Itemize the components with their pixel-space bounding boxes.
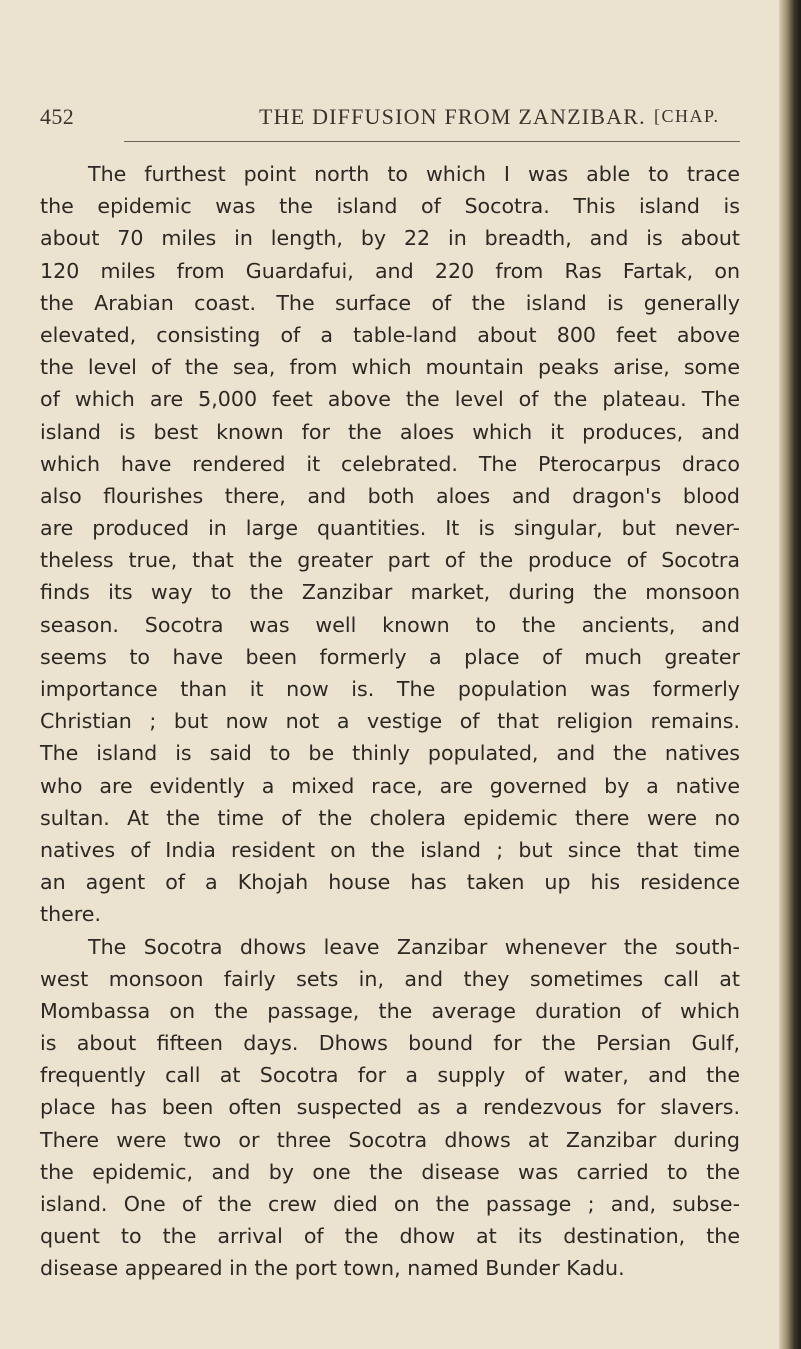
text-line: island is best known for the aloes which it produces, and [40,419,740,444]
text-line: Christian ; but now not a vestige of that religion remains. [40,709,740,734]
text-line: which have rendered it celebrated. The Pterocarpus draco [40,451,740,476]
text-line: there. [40,902,102,927]
body-text [40,158,740,1285]
text-line: importance than it now is. The population was formerly [40,677,740,701]
text-line: seems to have been formerly a place of much greater [40,644,740,669]
page-number: 452 [40,104,75,129]
text-line: island. One of the crew died on the passage ; and, subse- [40,1192,740,1216]
text-line: west monsoon fairly sets in, and they sometimes call at [40,966,740,991]
text-line: quent to the arrival of the dhow at its destination, the [40,1224,740,1249]
text-line: the Arabian coast. The surface of the island is generally [40,290,740,315]
book-page-edge [779,0,801,1349]
chapter-marker: [CHAP. [654,106,720,126]
text-line: elevated, consisting of a table-land about 800 feet above [40,322,740,347]
text-line: frequently call at Socotra for a supply of water, and the [40,1063,740,1088]
header-rule [124,141,740,142]
text-line: also flourishes there, and both aloes and dragon's blood [40,483,740,508]
text-line: The furthest point north to which I was able to trace [88,162,740,186]
text-line: Mombassa on the passage, the average duration of which [40,998,740,1023]
text-line: are produced in large quantities. It is singular, but never- [40,516,740,541]
text-line: season. Socotra was well known to the ancients, and [40,612,740,637]
text-line: There were two or three Socotra dhows at Zanzibar during [40,1127,740,1152]
text-line: place has been often suspected as a rendezvous for slavers. [40,1095,740,1120]
text-line: The island is said to be thinly populated, and the natives [40,741,740,766]
text-line: of which are 5,000 feet above the level of the plateau. The [40,387,740,412]
text-line: sultan. At the time of the cholera epidemic there were no [40,805,740,830]
text-line: The Socotra dhows leave Zanzibar whenever the south- [88,934,740,959]
text-line: the epidemic was the island of Socotra. This island is [40,194,740,219]
text-line: 120 miles from Guardafui, and 220 from Ras Fartak, on [40,258,740,283]
text-line: an agent of a Khojah house has taken up his residence [40,870,740,895]
text-line: disease appeared in the port town, named Bunder Kadu. [40,1256,625,1281]
text-line: finds its way to the Zanzibar market, during the monsoon [40,580,740,605]
text-line: who are evidently a mixed race, are governed by a native [40,773,740,798]
text-line: about 70 miles in length, by 22 in breadth, and is about [40,226,740,251]
page-header [40,104,740,136]
text-line: the epidemic, and by one the disease was carried to the [40,1159,740,1184]
text-line: theless true, that the greater part of the produce of Socotra [40,548,740,573]
text-line: is about fifteen days. Dhows bound for the Persian Gulf, [40,1031,740,1056]
text-line: the level of the sea, from which mountain peaks arise, some [40,355,740,380]
text-line: natives of India resident on the island ; but since that time [40,837,740,862]
running-title: THE DIFFUSION FROM ZANZIBAR. [259,104,646,129]
